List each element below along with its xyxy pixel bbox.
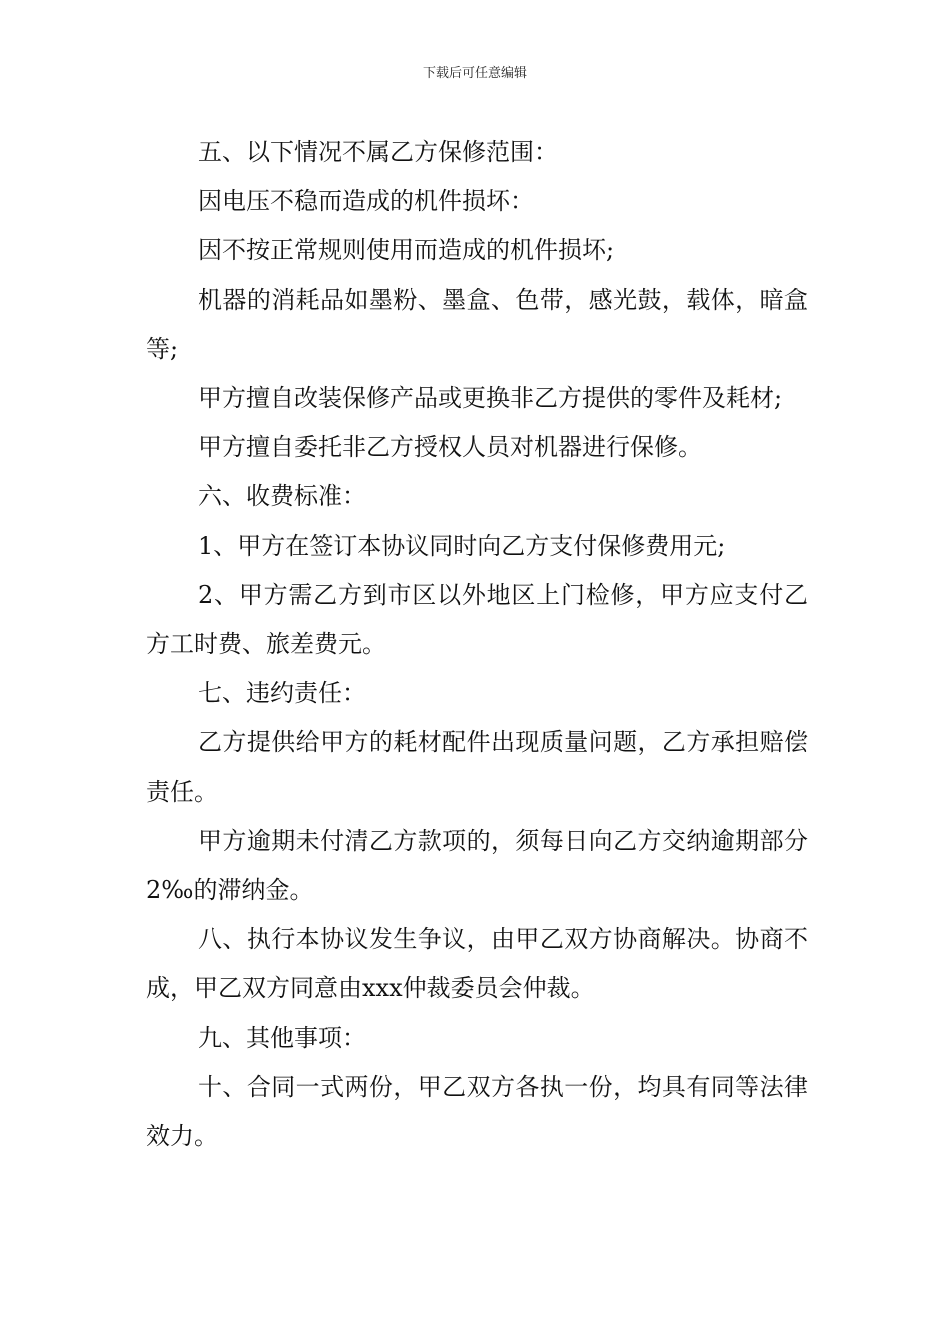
exclusion-unauthorized-repair: 甲方擅自委托非乙方授权人员对机器进行保修。 [198, 433, 702, 462]
fee-item-2: 2、甲方需乙方到市区以外地区上门检修，甲方应支付乙方工时费、旅差费元。 [146, 580, 808, 659]
fee-item-1: 1、甲方在签订本协议同时向乙方支付保修费用元; [198, 531, 726, 560]
section-ten-copies: 十、合同一式两份，甲乙双方各执一份，均具有同等法律效力。 [146, 1072, 808, 1151]
section-seven-heading: 七、违约责任： [198, 679, 366, 708]
section-five-heading: 五、以下情况不属乙方保修范围： [198, 138, 558, 166]
exclusion-misuse: 因不按正常规则使用而造成的机件损坏; [198, 236, 615, 265]
exclusion-consumables: 机器的消耗品如墨粉、墨盒、色带，感光鼓，载体，暗盒等; [146, 285, 808, 363]
document-body [146, 128, 808, 1161]
section-eight-dispute: 八、执行本协议发生争议，由甲乙双方协商解决。协商不成，甲乙双方同意由xxx仲裁委员会仲裁。 [146, 925, 808, 1003]
section-nine-heading: 九、其他事项： [198, 1023, 366, 1052]
section-six-heading: 六、收费标准： [198, 482, 366, 511]
exclusion-voltage: 因电压不稳而造成的机件损坏： [198, 187, 534, 216]
page-header-note: 下载后可任意编辑 [422, 66, 527, 81]
exclusion-modification: 甲方擅自改装保修产品或更换非乙方提供的零件及耗材; [198, 384, 783, 413]
liability-quality: 乙方提供给甲方的耗材配件出现质量问题，乙方承担赔偿责任。 [146, 728, 808, 806]
liability-late-payment: 甲方逾期未付清乙方款项的，须每日向乙方交纳逾期部分2‰的滞纳金。 [146, 826, 808, 905]
